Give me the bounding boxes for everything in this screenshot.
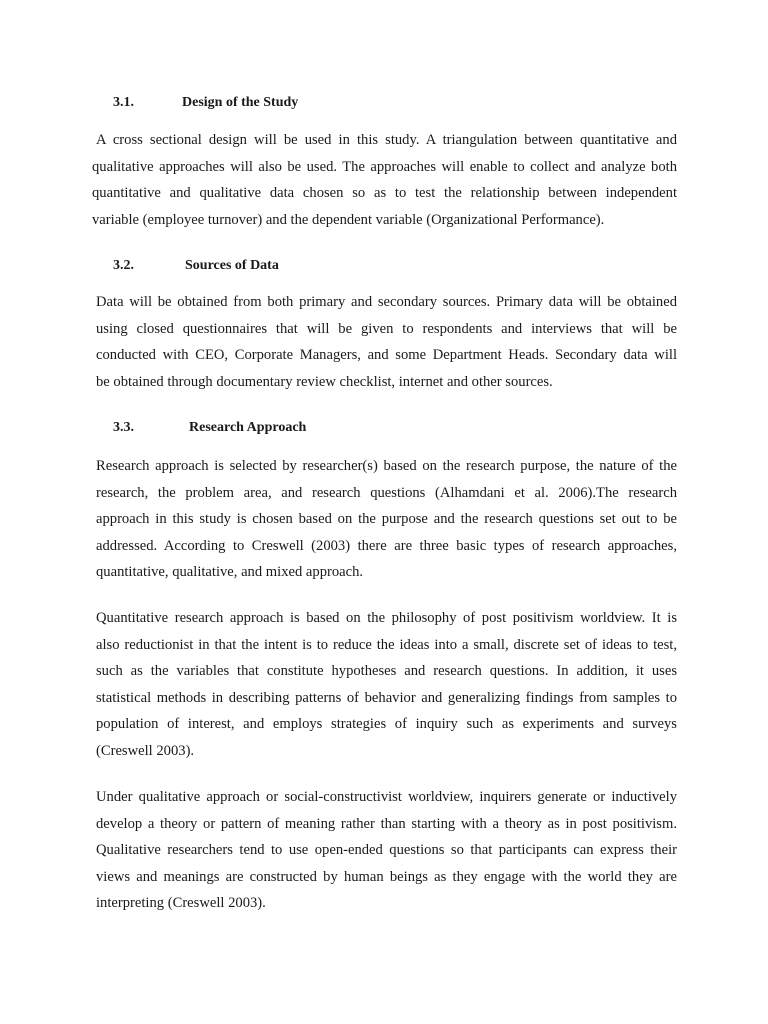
paragraph-sources-of-data	[96, 289, 677, 395]
text-line: such as the variables that constitute hypotheses and research questions. In addition, it uses	[96, 663, 677, 680]
section-number: 3.1.	[113, 95, 134, 110]
text-line: Research approach is selected by researcher(s) based on the research purpose, the nature of the	[96, 458, 677, 474]
text-line: statistical methods in describing patterns of behavior and generalizing findings from samples to	[96, 689, 677, 706]
text-line: also reductionist in that the intent is to reduce the ideas into a small, discrete set of ideas to test,	[96, 636, 677, 653]
section-title: Design of the Study	[182, 95, 299, 110]
paragraph-research-approach-2	[96, 605, 677, 765]
text-line: views and meanings are constructed by human beings as they engage with the world they are	[96, 868, 677, 885]
text-line: Under qualitative approach or social-constructivist worldview, inquirers generate or inductively	[96, 789, 677, 805]
text-line: quantitative, qualitative, and mixed approach.	[96, 564, 364, 581]
section-heading-3-2	[113, 258, 373, 278]
paragraph-research-approach-1	[96, 453, 677, 586]
text-line: qualitative approaches will also be used. The approaches will enable to collect and analyze both	[92, 158, 677, 175]
text-line: addressed. According to Creswell (2003) there are three basic types of research approaches,	[96, 537, 677, 554]
section-heading-3-3	[113, 420, 373, 440]
text-line: Data will be obtained from both primary and secondary sources. Primary data will be obtained	[96, 294, 677, 310]
text-line: population of interest, and employs strategies of inquiry such as experiments and surveys	[96, 716, 677, 733]
section-heading-3-1	[113, 95, 373, 115]
section-number: 3.3.	[113, 420, 134, 435]
text-line: Qualitative researchers tend to use open-ended questions so that participants can express their	[96, 842, 677, 859]
text-line: be obtained through documentary review checklist, internet and other sources.	[96, 373, 553, 390]
text-line: research, the problem area, and research questions (Alhamdani et al. 2006).The research	[96, 484, 677, 501]
paragraph-research-approach-3	[96, 784, 677, 917]
text-line: conducted with CEO, Corporate Managers, and some Department Heads. Secondary data will	[96, 347, 677, 364]
text-line: variable (employee turnover) and the dependent variable (Organizational Performance).	[92, 211, 605, 228]
text-line: quantitative and qualitative data chosen so as to test the relationship between independent	[92, 185, 677, 202]
text-line: Quantitative research approach is based on the philosophy of post positivism worldview. It is	[96, 610, 677, 626]
text-line: using closed questionnaires that will be given to respondents and interviews that will be	[96, 320, 677, 337]
text-line: (Creswell 2003).	[96, 742, 195, 759]
text-line: A cross sectional design will be used in this study. A triangulation between quantitative and	[96, 132, 677, 148]
paragraph-design-of-study	[92, 127, 677, 233]
section-title: Sources of Data	[185, 258, 279, 273]
section-number: 3.2.	[113, 258, 134, 273]
section-title: Research Approach	[189, 420, 307, 435]
text-line: develop a theory or pattern of meaning rather than starting with a theory as in post positivism.	[96, 815, 677, 832]
text-line: interpreting (Creswell 2003).	[96, 895, 266, 912]
text-line: approach in this study is chosen based on the purpose and the research questions set out to be	[96, 511, 677, 528]
